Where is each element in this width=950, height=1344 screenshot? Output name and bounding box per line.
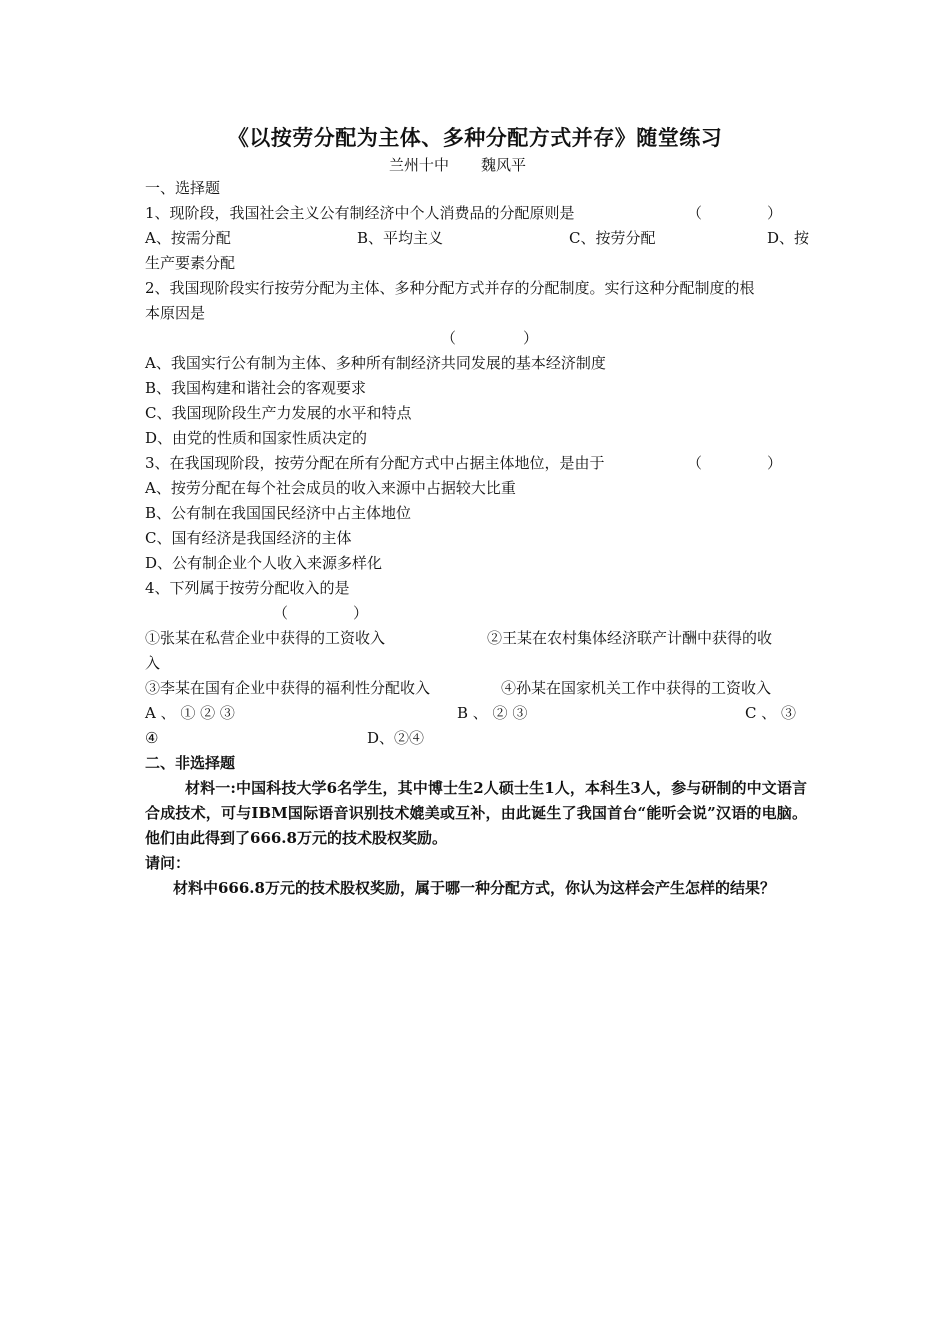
document-title: 《以按劳分配为主体、多种分配方式并存》随堂练习 [227, 125, 723, 150]
question-2-stem-cont: 本原因是 [145, 304, 206, 322]
question-1-stem: 1、现阶段，我国社会主义公有制经济中个人消费品的分配原则是 （ ） [145, 204, 783, 222]
item-2: ②王某在农村集体经济联产计酬中获得的收 [487, 629, 773, 647]
question-4-options [145, 701, 807, 726]
question-3-option-d: D、公有制企业个人收入来源多样化 [145, 554, 383, 572]
material-paragraph: 材料一:中国科技大学6名学生，其中博士生2人硕士生1人，本科生3人，参与研制的中文语言合成技术，可与IBM国际语音识别技术媲美或互补，由此诞生了我国首台“能听会说”汉语的电脑。他们由此得到了666.8万元的技术股权奖励。 [145, 779, 807, 847]
author-name: 魏风平 [481, 156, 527, 174]
item-4: ④孙某在国家机关工作中获得的工资收入 [501, 679, 772, 697]
question-3-option-c: C、国有经济是我国经济的主体 [145, 529, 352, 547]
question-4-answer-paren: （ ） [273, 604, 369, 622]
option-a: A 、 ① ② ③ [145, 704, 235, 722]
option-b: B、平均主义 [357, 229, 444, 247]
question-2-option-c: C、我国现阶段生产力发展的水平和特点 [145, 404, 412, 422]
ask-label: 请问： [145, 854, 191, 872]
question-3-option-a: A、按劳分配在每个社会成员的收入来源中占据较大比重 [145, 479, 516, 497]
question-3-stem: 3、在我国现阶段，按劳分配在所有分配方式中占据主体地位，是由于 （ ） [145, 454, 783, 472]
question-4-options-cont [145, 726, 807, 751]
question-4-item-2-cont: 入 [145, 654, 161, 672]
option-d: D、按 [767, 229, 810, 247]
question-2-stem: 2、我国现阶段实行按劳分配为主体、多种分配方式并存的分配制度。实行这种分配制度的根 [145, 279, 755, 297]
option-d: D、②④ [367, 729, 425, 747]
question-1-options [145, 226, 810, 251]
author-school: 兰州十中 [388, 156, 449, 174]
author-line [0, 154, 915, 175]
section-heading-choice: 一、选择题 [145, 179, 221, 197]
question-4-stem: 4、下列属于按劳分配收入的是 [145, 579, 350, 597]
document-body [145, 176, 810, 901]
section-heading-non-choice: 二、非选择题 [145, 754, 236, 772]
question-1-option-d-cont: 生产要素分配 [145, 254, 236, 272]
question-2-option-b: B、我国构建和谐社会的客观要求 [145, 379, 367, 397]
question-2-option-a: A、我国实行公有制为主体、多种所有制经济共同发展的基本经济制度 [145, 354, 606, 372]
item-1: ①张某在私营企业中获得的工资收入 [145, 629, 386, 647]
option-a: A、按需分配 [145, 229, 231, 247]
option-c: C 、 ③ [745, 704, 797, 722]
option-c-cont: ④ [145, 729, 159, 747]
question-4-items-1-2 [145, 626, 807, 651]
option-b: B 、 ② ③ [457, 704, 528, 722]
question-2-option-d: D、由党的性质和国家性质决定的 [145, 429, 368, 447]
question-3-option-b: B、公有制在我国国民经济中占主体地位 [145, 504, 412, 522]
option-c: C、按劳分配 [569, 229, 656, 247]
item-3: ③李某在国有企业中获得的福利性分配收入 [145, 679, 431, 697]
question-paragraph: 材料中666.8万元的技术股权奖励，属于哪一种分配方式，你认为这样会产生怎样的结果？ [173, 879, 775, 897]
question-2-answer-paren: （ ） [441, 329, 539, 347]
question-4-items-3-4 [145, 676, 807, 701]
